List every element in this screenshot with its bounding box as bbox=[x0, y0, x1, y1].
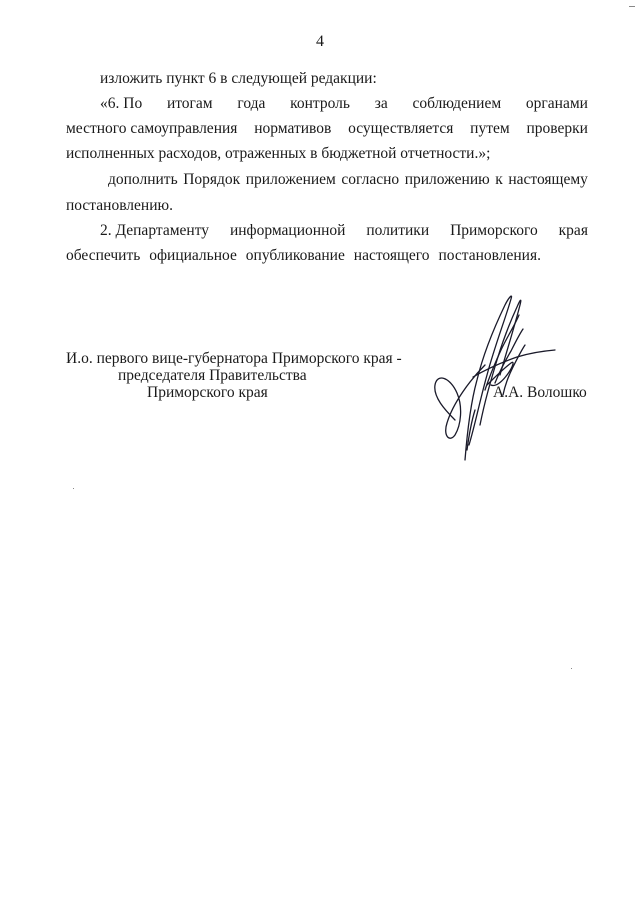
signatory-title-line-2: председателя Правительства bbox=[118, 367, 307, 384]
quote-word: «6. По bbox=[100, 95, 143, 112]
quote-line-2 bbox=[66, 120, 588, 138]
paragraph-word: политики bbox=[366, 222, 430, 239]
quote-line-3: исполненных расходов, отраженных в бюджетной отчетности.»; bbox=[66, 145, 491, 162]
paragraph-word: приложением bbox=[245, 171, 336, 188]
quote-word: проверки bbox=[526, 120, 588, 137]
paragraph-word: к bbox=[495, 171, 503, 188]
paragraph-word: 2. Департаменту bbox=[100, 222, 210, 239]
paragraph-word: информационной bbox=[229, 222, 346, 239]
quote-word: соблюдением bbox=[412, 95, 502, 112]
paragraph-word: постановления. bbox=[438, 247, 541, 264]
signatory-title-line-1: И.о. первого вице-губернатора Приморского края - bbox=[66, 350, 402, 367]
handwritten-signature bbox=[425, 285, 565, 465]
paragraph-amend-item-6: изложить пункт 6 в следующей редакции: bbox=[100, 70, 377, 87]
paragraph3-line-2: постановлению. bbox=[66, 197, 173, 214]
quote-word: года bbox=[237, 95, 266, 112]
paragraph-word: приложению bbox=[404, 171, 490, 188]
paragraph-word: опубликование bbox=[245, 247, 345, 264]
paragraph-word: официальное bbox=[149, 247, 237, 264]
quote-word: осуществляется bbox=[348, 120, 454, 137]
quote-word: органами bbox=[525, 95, 588, 112]
signatory-name: А.А. Волошко bbox=[493, 384, 587, 401]
paragraph3-line-1 bbox=[108, 171, 588, 189]
paragraph-word: дополнить bbox=[108, 171, 178, 188]
signatory-title-line-3: Приморского края bbox=[147, 384, 268, 401]
paragraph-word: согласно bbox=[341, 171, 400, 188]
paragraph-word: настоящего bbox=[353, 247, 430, 264]
scan-speck bbox=[629, 6, 635, 7]
quote-word: местного самоуправления bbox=[66, 120, 238, 137]
paragraph-word: Порядок bbox=[183, 171, 241, 188]
quote-line-1 bbox=[100, 95, 588, 113]
quote-word: нормативов bbox=[254, 120, 332, 137]
paragraph-word: обеспечить bbox=[66, 247, 141, 264]
quote-word: итогам bbox=[166, 95, 213, 112]
quote-word: путем bbox=[470, 120, 510, 137]
paragraph4-line-2 bbox=[66, 247, 541, 265]
paragraph4-line-1 bbox=[100, 222, 588, 240]
paragraph-word: края bbox=[558, 222, 588, 239]
scan-speck bbox=[73, 488, 74, 489]
paragraph-word: настоящему bbox=[508, 171, 588, 188]
paragraph-word: Приморского bbox=[450, 222, 538, 239]
quote-word: контроль bbox=[290, 95, 350, 112]
page-number: 4 bbox=[316, 33, 324, 50]
scan-speck bbox=[571, 668, 572, 669]
quote-word: за bbox=[374, 95, 388, 112]
